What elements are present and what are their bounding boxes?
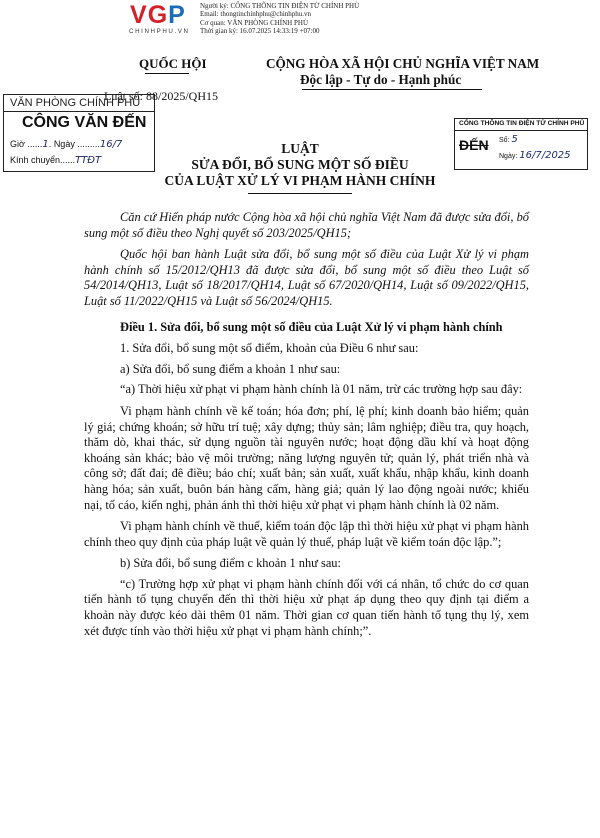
signer-text: Người ký: CỔNG THÔNG TIN ĐIỆN TỬ CHÍNH PHỦ (200, 2, 360, 10)
logo-subtitle: CHINHPHU.VN (129, 28, 190, 35)
quote-tax-audit: Vi phạm hành chính về thuế, kiểm toán độc lập thì thời hiệu xử phạt vi phạm hành chính theo quy định của pháp luật về quản lý thuế, pháp luật về kiểm toán độc lập.”; (84, 519, 529, 549)
stamp-date-label: Ngày (53, 139, 75, 149)
stamp-time-value: 1 (42, 139, 49, 150)
portal-stamp-divider (455, 130, 587, 131)
stamp-forward-value: TTĐT (75, 155, 102, 166)
document-body (84, 210, 529, 645)
stamp-forward-label: Kính chuyển (10, 155, 61, 165)
legal-basis-constitution: Căn cứ Hiến pháp nước Cộng hòa xã hội chủ nghĩa Việt Nam đã được sửa đổi, bổ sung một số điều theo Nghị quyết số 203/2025/QH15; (84, 210, 529, 240)
portal-stamp-office: CỔNG THÔNG TIN ĐIỆN TỬ CHÍNH PHỦ (459, 120, 585, 127)
document-title-line1: SỬA ĐỔI, BỔ SUNG MỘT SỐ ĐIỀU (191, 157, 409, 172)
stamp-office: VĂN PHÒNG CHÍNH PHỦ (10, 97, 141, 109)
portal-stamp-no-label: Số: (499, 137, 510, 144)
stamp-title: CÔNG VĂN ĐẾN (22, 114, 147, 131)
digital-signature-info (200, 2, 359, 35)
law-number: Luật số: 88/2025/QH15 (104, 89, 218, 103)
issuer: QUỐC HỘI (139, 56, 207, 71)
stamp-time-date: Giờ ......1. Ngày .........16/7 (10, 139, 123, 150)
agency-text: Cơ quan: VĂN PHÒNG CHÍNH PHỦ (200, 18, 308, 27)
stamp-divider (4, 111, 154, 112)
logo-letter-g: G (147, 1, 169, 29)
document-type: LUẬT (281, 141, 319, 156)
email-text: Email: thongtinchinhphu@chinhphu.vn (200, 10, 312, 19)
motto-underline (302, 89, 482, 90)
portal-stamp-no-value: 5 (511, 134, 518, 145)
clause-1: 1. Sửa đổi, bổ sung một số điểm, khoản của Điều 6 như sau: (120, 341, 419, 356)
stamp-date-value: 16/7 (99, 139, 123, 150)
vgp-logo (130, 2, 186, 28)
document-title-line2: CỦA LUẬT XỬ LÝ VI PHẠM HÀNH CHÍNH (164, 173, 436, 188)
point-b: b) Sửa đổi, bổ sung điểm c khoản 1 như sau: (120, 556, 341, 571)
logo-letter-p: P (168, 1, 186, 29)
national-motto: Độc lập - Tự do - Hạnh phúc (300, 72, 462, 87)
title-underline (248, 193, 352, 194)
portal-stamp-date-label: Ngày: (499, 153, 518, 160)
quote-point-a: “a) Thời hiệu xử phạt vi phạm hành chính là 01 năm, trừ các trường hợp sau đây: (120, 382, 523, 397)
logo-letter-v: V (130, 1, 148, 29)
stamp-forward: Kính chuyển......TTĐT (10, 155, 102, 166)
issuer-underline (145, 73, 189, 74)
quote-point-c: “c) Trường hợp xử phạt vi phạm hành chính đối với cá nhân, tổ chức do cơ quan tiến hành tố tụng chuyển đến thì thời hiệu xử phạt áp dụng theo quy định tại điểm a khoản này được kéo dài thêm 01 năm. Thời gian cơ quan tiến hành tố tụng thụ lý, xem xét được tính vào thời hiệu xử phạt vi phạm hành chính;”. (84, 576, 529, 638)
national-title: CỘNG HÒA XÃ HỘI CHỦ NGHĨA VIỆT NAM (266, 56, 540, 71)
article-1-heading: Điều 1. Sửa đổi, bổ sung một số điều của Luật Xử lý vi phạm hành chính (120, 319, 503, 334)
quote-exceptions: Vi phạm hành chính về kế toán; hóa đơn; phí, lệ phí; kinh doanh bảo hiểm; quản lý giá; chứng khoán; sở hữu trí tuệ; xây dựng; thủy sản; lâm nghiệp; điều tra, quy hoạch, thăm dò, khai thác, sử dụng nguồn tài nguyên nước; hoạt động dầu khí và hoạt động khoáng sản khác; bảo vệ môi trường; năng lượng nguyên tử; quản lý, phát triển nhà và công sở; đất đai; đê điều; báo chí; xuất bản; sản xuất, xuất khẩu, nhập khẩu, kinh doanh hàng hóa; sản xuất, buôn bán hàng cấm, hàng giả; quản lý lao động ngoài nước; khiếu nại, tố cáo, kiến nghị, phản ánh thì thời hiệu xử phạt vi phạm hành chính là 02 năm. (84, 403, 529, 512)
sign-time-text: Thời gian ký: 16.07.2025 14:33:19 +07:00 (200, 26, 320, 35)
portal-stamp-title: ĐẾN (459, 137, 489, 153)
legal-basis-amended-laws: Quốc hội ban hành Luật sửa đổi, bổ sung một số điều của Luật Xử lý vi phạm hành chính số 15/2012/QH13 đã được sửa đổi, bổ sung một số điều theo Luật số 54/2014/QH13, Luật số 18/2017/QH14, Luật số 67/2020/QH14, Luật số 09/2022/QH15, Luật số 11/2022/QH15 và Luật số 56/2024/QH15. (84, 247, 529, 308)
stamp-time-label: Giờ (10, 139, 25, 149)
point-a: a) Sửa đổi, bổ sung điểm a khoản 1 như sau: (120, 361, 341, 376)
portal-stamp-date-value: 16/7/2025 (519, 150, 571, 161)
